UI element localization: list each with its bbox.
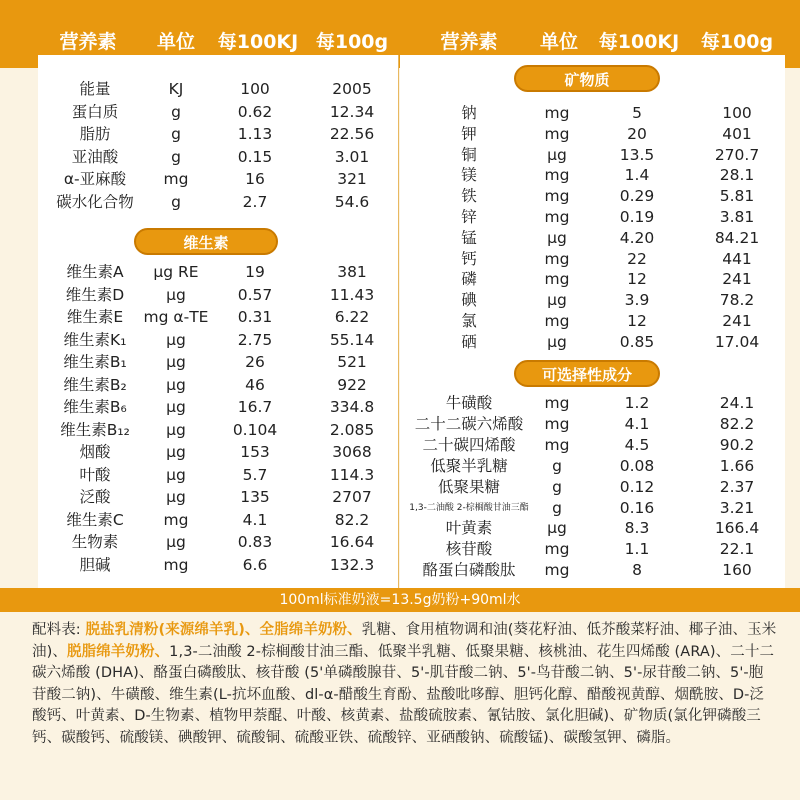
nutrient-unit: μg <box>166 375 186 394</box>
header-per100g-left: 每100g <box>315 31 389 53</box>
nutrient-name: 亚油酸 <box>71 147 119 166</box>
value-per-100g: 401 <box>722 124 752 143</box>
value-per-100g: 270.7 <box>714 145 760 164</box>
nutrient-name: 脂肪 <box>79 125 111 143</box>
value-per-100kj: 22 <box>627 249 647 268</box>
nutrient-name: 维生素K₁ <box>63 330 127 349</box>
nutrient-name: 碘 <box>461 291 477 310</box>
nutrient-name: 低聚半乳糖 <box>430 456 508 475</box>
nutrient-name: 锰 <box>461 228 477 247</box>
nutrient-unit: mg <box>544 104 570 122</box>
value-per-100kj: 5 <box>632 104 642 122</box>
value-per-100kj: 0.62 <box>237 102 273 121</box>
nutrient-unit: μg <box>166 465 186 484</box>
nutrient-unit: mg <box>544 166 570 185</box>
nutrient-name: 维生素B₁ <box>63 353 127 371</box>
nutrient-unit: μg <box>166 398 186 416</box>
nutrient-name: 维生素C <box>66 510 124 529</box>
value-per-100kj: 0.29 <box>619 187 655 206</box>
nutrient-name: 碳水化合物 <box>56 192 134 211</box>
value-per-100kj: 16.7 <box>237 398 273 416</box>
value-per-100g: 5.81 <box>719 187 755 206</box>
vitamins-section-title: 维生素 <box>134 228 278 255</box>
nutrient-unit: μg <box>547 519 567 538</box>
value-per-100kj: 0.85 <box>619 332 655 351</box>
value-per-100g: 241 <box>722 312 752 330</box>
nutrient-unit: μg <box>166 330 186 349</box>
nutrient-name: 牛磺酸 <box>445 394 493 412</box>
nutrient-name: 生物素 <box>71 533 119 551</box>
nutrient-unit: mg <box>544 312 570 330</box>
nutrient-unit: mg <box>163 555 189 574</box>
value-per-100kj: 12 <box>627 312 647 330</box>
nutrient-name: 胆碱 <box>79 555 111 574</box>
nutrient-unit: mg α-TE <box>143 308 209 326</box>
nutrient-unit: g <box>552 498 562 517</box>
header-per100kj-left: 每100KJ <box>217 31 299 53</box>
ingredients-text-2: 1,3-二油酸 2-棕榈酸甘油三酯、低聚半乳糖、低聚果糖、核桃油、花生四烯酸 (ARA)、二十二碳六烯酸 (DHA)、酪蛋白磷酸肽、核苷酸 (5'单磷酸腺苷、5'-肌苷酸二钠、5'-鸟苷酸二钠、5'-尿苷酸二钠、5'-胞苷酸二钠)、牛磺酸、维生素(L-抗坏血酸、dl-α-醋酸生育酚、盐酸吡哆醇、胆钙化醇、醋酸视黄醇、烟酰胺、D-泛酸钙、叶黄素、D-生物素、植物甲萘醌、叶酸、核黄素、盐酸硫胺素、氰钴胺、氯化胆碱)、矿物质(氯化钾磷酸三钙、碳酸钙、硫酸镁、碘酸钾、硫酸铜、硫酸亚铁、硫酸锌、亚硒酸钠、硫酸锰)、碳酸氢钾、磷脂。 <box>32 643 775 746</box>
value-per-100kj: 1.13 <box>237 125 273 143</box>
value-per-100g: 82.2 <box>719 414 755 433</box>
nutrient-unit: mg <box>163 170 189 188</box>
value-per-100g: 2.085 <box>329 420 375 439</box>
value-per-100kj: 13.5 <box>619 145 655 164</box>
nutrient-name: 酪蛋白磷酸肽 <box>422 561 516 580</box>
nutrient-name: 铁 <box>461 187 477 206</box>
nutrient-name: 磷 <box>461 270 477 289</box>
nutrient-unit: mg <box>544 561 570 580</box>
nutrient-unit: KJ <box>168 80 184 98</box>
value-per-100kj: 4.1 <box>242 510 268 529</box>
nutrient-unit: μg <box>166 533 186 551</box>
value-per-100kj: 8.3 <box>624 519 650 538</box>
value-per-100kj: 0.08 <box>619 456 655 475</box>
value-per-100kj: 0.16 <box>619 498 655 517</box>
value-per-100g: 922 <box>337 375 367 394</box>
nutrient-name: 叶黄素 <box>445 519 493 538</box>
value-per-100kj: 16 <box>245 170 265 188</box>
header-per100g-right: 每100g <box>700 31 774 53</box>
nutrient-name: 核苷酸 <box>445 540 493 559</box>
value-per-100g: 22.1 <box>719 540 755 559</box>
value-per-100g: 166.4 <box>714 519 760 538</box>
nutrient-name: 钙 <box>461 249 477 268</box>
value-per-100g: 3068 <box>332 443 372 461</box>
nutrient-unit: μg <box>547 291 567 310</box>
nutrient-name: α-亚麻酸 <box>63 170 127 188</box>
nutrient-name: 锌 <box>461 208 477 226</box>
ingredients-text-1: 乳糖、食用植物调和油(葵花籽油、低芥酸菜籽油、椰子油、玉米油)、 <box>32 622 777 660</box>
value-per-100kj: 0.19 <box>619 208 655 226</box>
header-unit-left: 单位 <box>156 31 196 53</box>
header-unit-right: 单位 <box>539 31 579 53</box>
value-per-100kj: 8 <box>632 561 642 580</box>
nutrient-name: 1,3-二油酸 2-棕榈酸甘油三酯 <box>409 502 529 513</box>
value-per-100g: 16.64 <box>329 533 375 551</box>
nutrient-unit: μg <box>166 285 186 304</box>
optional-section-title: 可选择性成分 <box>514 360 660 387</box>
minerals-section-title: 矿物质 <box>514 65 660 92</box>
value-per-100kj: 100 <box>240 80 270 98</box>
value-per-100kj: 6.6 <box>242 555 268 574</box>
value-per-100kj: 5.7 <box>242 465 268 484</box>
value-per-100kj: 1.1 <box>624 540 650 559</box>
nutrient-unit: mg <box>544 540 570 559</box>
nutrient-name: 钠 <box>461 104 477 122</box>
value-per-100g: 321 <box>337 170 367 188</box>
value-per-100kj: 0.83 <box>237 533 273 551</box>
value-per-100g: 114.3 <box>329 465 375 484</box>
nutrient-name: 叶酸 <box>79 465 111 484</box>
nutrient-name: 烟酸 <box>79 443 111 461</box>
value-per-100kj: 0.104 <box>232 420 278 439</box>
nutrient-unit: mg <box>544 208 570 226</box>
nutrient-name: 泛酸 <box>79 488 111 506</box>
nutrient-unit: μg <box>166 443 186 461</box>
nutrient-unit: μg <box>166 488 186 506</box>
nutrient-unit: mg <box>544 394 570 412</box>
value-per-100kj: 0.31 <box>237 308 273 326</box>
nutrient-name: 镁 <box>461 166 477 185</box>
value-per-100g: 241 <box>722 270 752 289</box>
nutrient-name: 铜 <box>461 145 477 164</box>
value-per-100kj: 0.12 <box>619 477 655 496</box>
nutrient-unit: μg <box>547 228 567 247</box>
value-per-100g: 17.04 <box>714 332 760 351</box>
value-per-100g: 2707 <box>332 488 372 506</box>
value-per-100g: 441 <box>722 249 752 268</box>
nutrient-name: 维生素E <box>66 308 124 326</box>
nutrient-name: 二十二碳六烯酸 <box>414 414 524 433</box>
nutrient-name: 钾 <box>461 124 477 143</box>
nutrient-unit: g <box>171 147 181 166</box>
value-per-100g: 28.1 <box>719 166 755 185</box>
nutrient-unit: μg <box>547 145 567 164</box>
nutrient-unit: μg <box>166 353 186 371</box>
value-per-100kj: 135 <box>240 488 270 506</box>
value-per-100g: 160 <box>722 561 752 580</box>
ingredients-list <box>32 620 777 749</box>
nutrient-name: 维生素B₁₂ <box>60 420 130 439</box>
value-per-100kj: 4.20 <box>619 228 655 247</box>
value-per-100g: 24.1 <box>719 394 755 412</box>
serving-note: 100ml标准奶液=13.5g奶粉+90ml水 <box>0 588 800 612</box>
value-per-100g: 90.2 <box>719 435 755 454</box>
value-per-100kj: 1.2 <box>624 394 650 412</box>
value-per-100kj: 2.7 <box>242 192 268 211</box>
value-per-100g: 100 <box>722 104 752 122</box>
value-per-100kj: 153 <box>240 443 270 461</box>
nutrient-name: 硒 <box>461 332 477 351</box>
nutrient-unit: mg <box>544 249 570 268</box>
value-per-100g: 132.3 <box>329 555 375 574</box>
value-per-100g: 78.2 <box>719 291 755 310</box>
nutrient-unit: μg <box>166 420 186 439</box>
value-per-100g: 12.34 <box>329 102 375 121</box>
nutrient-unit: mg <box>163 510 189 529</box>
ingredients-label: 配料表: <box>32 622 86 638</box>
value-per-100g: 6.22 <box>334 308 370 326</box>
nutrient-name: 蛋白质 <box>71 102 119 121</box>
value-per-100g: 82.2 <box>334 510 370 529</box>
value-per-100kj: 20 <box>627 124 647 143</box>
nutrient-name: 二十碳四烯酸 <box>422 435 516 454</box>
value-per-100g: 2.37 <box>719 477 755 496</box>
value-per-100kj: 2.75 <box>237 330 273 349</box>
value-per-100g: 54.6 <box>334 192 370 211</box>
nutrient-unit: g <box>552 477 562 496</box>
value-per-100kj: 4.1 <box>624 414 650 433</box>
value-per-100g: 521 <box>337 353 367 371</box>
ingredients-highlight-2: 脱脂绵羊奶粉、 <box>66 643 170 660</box>
value-per-100g: 11.43 <box>329 285 375 304</box>
nutrient-unit: g <box>171 192 181 211</box>
nutrient-unit: mg <box>544 414 570 433</box>
value-per-100g: 3.01 <box>334 147 370 166</box>
value-per-100g: 2005 <box>332 80 372 98</box>
value-per-100g: 1.66 <box>719 456 755 475</box>
nutrient-name: 维生素A <box>66 263 124 281</box>
value-per-100kj: 0.15 <box>237 147 273 166</box>
nutrient-name: 氯 <box>461 312 477 330</box>
nutrient-unit: g <box>552 456 562 475</box>
nutrient-unit: mg <box>544 435 570 454</box>
value-per-100g: 381 <box>337 263 367 281</box>
nutrient-name: 维生素B₆ <box>63 398 127 416</box>
header-nutrient-left: 营养素 <box>59 31 117 53</box>
ingredients-highlight-1: 脱盐乳清粉(来源绵羊乳)、全脂绵羊奶粉、 <box>85 622 362 638</box>
header-nutrient-right: 营养素 <box>440 31 498 53</box>
value-per-100g: 84.21 <box>714 228 760 247</box>
nutrient-name: 维生素B₂ <box>63 375 127 394</box>
value-per-100kj: 3.9 <box>624 291 650 310</box>
nutrient-unit: g <box>171 125 181 143</box>
value-per-100kj: 46 <box>245 375 265 394</box>
nutrient-unit: mg <box>544 187 570 206</box>
nutrient-name: 维生素D <box>65 285 125 304</box>
value-per-100kj: 1.4 <box>624 166 650 185</box>
nutrient-unit: g <box>171 102 181 121</box>
value-per-100kj: 4.5 <box>624 435 650 454</box>
header-per100kj-right: 每100KJ <box>598 31 680 53</box>
nutrient-name: 低聚果糖 <box>437 477 501 496</box>
nutrient-name: 能量 <box>79 80 111 98</box>
value-per-100kj: 12 <box>627 270 647 289</box>
value-per-100g: 3.21 <box>719 498 755 517</box>
nutrient-unit: mg <box>544 124 570 143</box>
value-per-100g: 334.8 <box>329 398 375 416</box>
value-per-100g: 3.81 <box>719 208 755 226</box>
value-per-100g: 55.14 <box>329 330 375 349</box>
nutrient-unit: mg <box>544 270 570 289</box>
value-per-100kj: 19 <box>245 263 265 281</box>
value-per-100kj: 0.57 <box>237 285 273 304</box>
value-per-100g: 22.56 <box>329 125 375 143</box>
value-per-100kj: 26 <box>245 353 265 371</box>
nutrient-unit: μg RE <box>153 263 199 281</box>
nutrient-unit: μg <box>547 332 567 351</box>
